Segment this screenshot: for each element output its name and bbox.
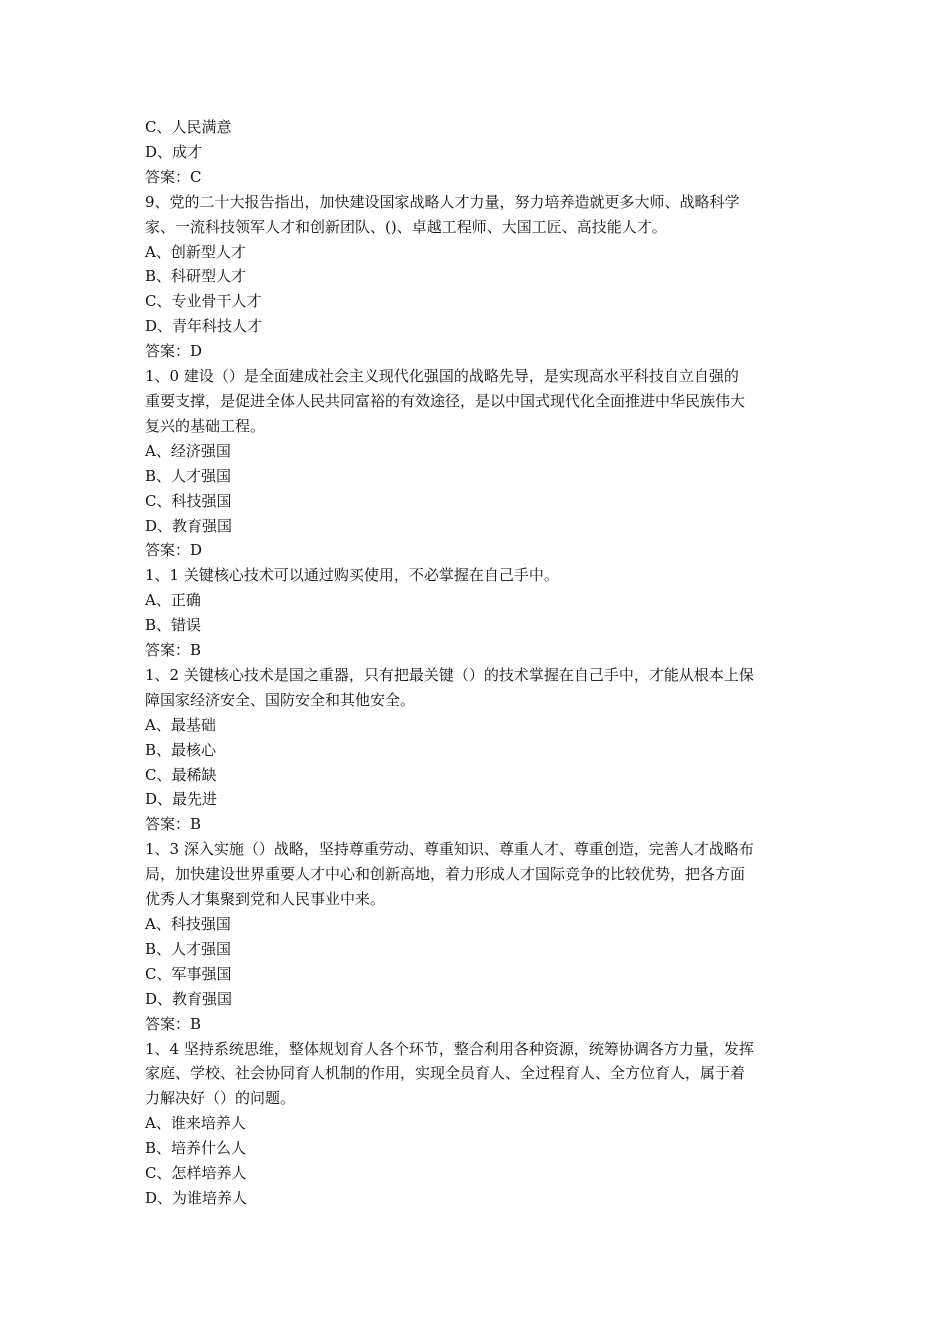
question-block xyxy=(145,837,815,1036)
question-stem: 障国家经济安全、国防安全和其他安全。 xyxy=(145,690,416,709)
question-stem: 1、0 建设（）是全面建成社会主义现代化强国的战略先导，是实现高水平科技自立自强的 xyxy=(145,367,739,386)
previous-question-tail xyxy=(145,115,815,190)
option-line: D、教育强国 xyxy=(145,989,233,1008)
option-line: A、科技强国 xyxy=(145,915,231,933)
question-stem: 家庭、学校、社会协同育人机制的作用，实现全员育人、全过程育人、全方位育人，属于着 xyxy=(145,1064,746,1083)
option-line: D、为谁培养人 xyxy=(145,1188,248,1207)
option-line: A、最基础 xyxy=(145,715,216,734)
question-stem: 复兴的基础工程。 xyxy=(145,416,266,435)
question-stem: 1、4 坚持系统思维，整体规划育人各个环节，整合利用各种资源，统筹协调各方力量，发挥 xyxy=(145,1039,754,1058)
option-line: C、军事强国 xyxy=(145,964,232,983)
option-line: B、错误 xyxy=(145,616,202,635)
option-line: C、人民满意 xyxy=(145,118,232,136)
option-line: D、教育强国 xyxy=(145,516,233,535)
question-block xyxy=(145,663,815,837)
option-line: A、创新型人才 xyxy=(145,242,246,261)
option-line: D、青年科技人才 xyxy=(145,317,263,336)
option-line: B、培养什么人 xyxy=(145,1139,247,1158)
question-block xyxy=(145,563,815,663)
answer-line: 答案：B xyxy=(145,641,202,660)
option-line: D、最先进 xyxy=(145,790,218,809)
question-stem: 力解决好（）的问题。 xyxy=(145,1089,296,1108)
question-stem: 优秀人才集聚到党和人民事业中来。 xyxy=(145,890,386,909)
option-line: D、成才 xyxy=(145,142,203,161)
option-line: C、怎样培养人 xyxy=(145,1164,247,1183)
option-line: A、谁来培养人 xyxy=(145,1114,246,1133)
option-line: B、最核心 xyxy=(145,740,217,759)
question-stem: 局，加快建设世界重要人才中心和创新高地，着力形成人才国际竞争的比较优势，把各方面 xyxy=(145,865,746,884)
answer-line: 答案：C xyxy=(145,167,202,186)
question-block xyxy=(145,1037,815,1211)
question-stem: 1、1 关键核心技术可以通过购买使用，不必掌握在自己手中。 xyxy=(145,566,559,585)
answer-line: 答案：B xyxy=(145,1014,202,1033)
question-stem: 1、3 深入实施（）战略，坚持尊重劳动、尊重知识、尊重人才、尊重创造，完善人才战略布 xyxy=(145,840,754,859)
question-stem: 家、一流科技领军人才和创新团队、()、卓越工程师、大国工匠、高技能人才。 xyxy=(145,217,667,236)
option-line: A、正确 xyxy=(145,591,201,610)
question-block xyxy=(145,364,815,563)
option-line: B、人才强国 xyxy=(145,466,232,485)
question-stem: 1、2 关键核心技术是国之重器，只有把最关键（）的技术掌握在自己手中，才能从根本上保 xyxy=(145,665,754,684)
answer-line: 答案：D xyxy=(145,541,203,560)
document-page xyxy=(145,115,815,1211)
option-line: A、经济强国 xyxy=(145,441,231,460)
option-line: C、最稀缺 xyxy=(145,765,217,784)
option-line: B、科研型人才 xyxy=(145,267,247,286)
question-stem: 重要支撑，是促进全体人民共同富裕的有效途径，是以中国式现代化全面推进中华民族伟大 xyxy=(145,391,746,410)
answer-line: 答案：B xyxy=(145,815,202,834)
answer-line: 答案：D xyxy=(145,342,203,361)
question-block xyxy=(145,190,815,364)
option-line: B、人才强国 xyxy=(145,939,232,958)
option-line: C、科技强国 xyxy=(145,491,232,510)
question-stem: 9、党的二十大报告指出，加快建设国家战略人才力量，努力培养造就更多大师、战略科学 xyxy=(145,192,740,211)
option-line: C、专业骨干人才 xyxy=(145,292,262,311)
